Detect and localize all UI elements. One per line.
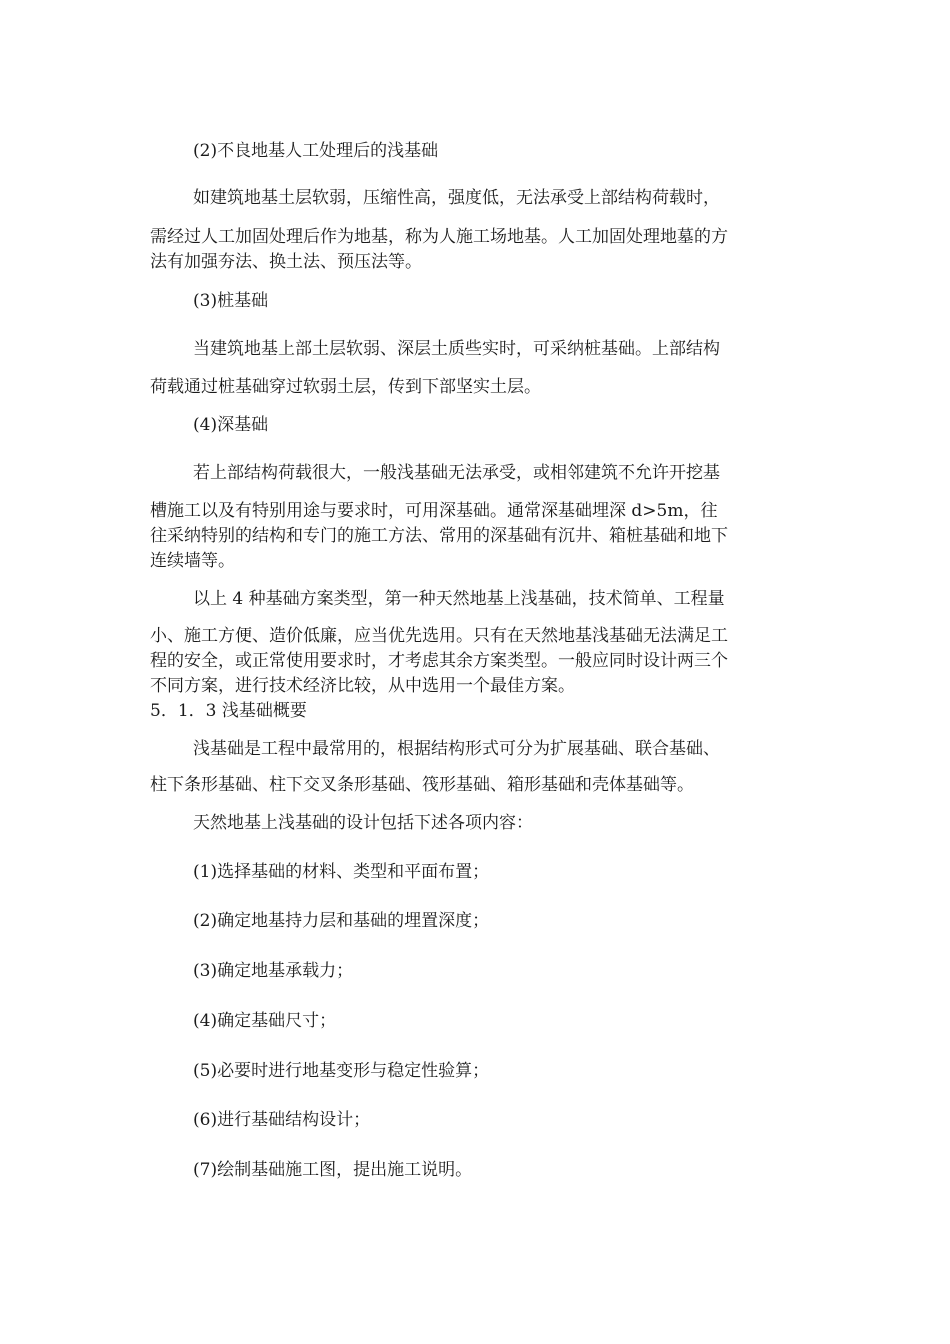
list-item: (2)确定地基持力层和基础的埋置深度； (193, 911, 490, 931)
section-heading: 5．1．3 浅基础概要 (150, 701, 307, 721)
paragraph-line: 当建筑地基上部土层软弱、深层土质些实时，可采纳桩基础。上部结构 (193, 339, 720, 359)
heading-deep-foundation: (4)深基础 (193, 415, 269, 435)
paragraph-line: 不同方案，进行技术经济比较，从中选用一个最佳方案。 (150, 676, 575, 696)
heading-pile-foundation: (3)桩基础 (193, 291, 269, 311)
heading-shallow-foundation-artificial: (2)不良地基人工处理后的浅基础 (193, 141, 439, 161)
paragraph-line: 浅基础是工程中最常用的，根据结构形式可分为扩展基础、联合基础、 (193, 739, 720, 759)
list-item: (3)确定地基承载力； (193, 961, 354, 981)
paragraph-line: 小、施工方便、造价低廉，应当优先选用。只有在天然地基浅基础无法满足工 (150, 626, 728, 646)
list-item: (5)必要时进行地基变形与稳定性验算； (193, 1061, 490, 1081)
paragraph-line: 荷载通过桩基础穿过软弱土层，传到下部坚实土层。 (150, 377, 541, 397)
paragraph-line: 如建筑地基土层软弱，压缩性高，强度低，无法承受上部结构荷载时， (193, 188, 720, 208)
paragraph-line: 槽施工以及有特别用途与要求时，可用深基础。通常深基础埋深 d>5m，往 (150, 501, 718, 521)
paragraph-line: 以上 4 种基础方案类型，第一种天然地基上浅基础，技术简单、工程量 (193, 589, 725, 609)
list-item: (6)进行基础结构设计； (193, 1110, 371, 1130)
paragraph-line: 天然地基上浅基础的设计包括下述各项内容： (193, 813, 533, 833)
paragraph-line: 程的安全，或正常使用要求时，才考虑其余方案类型。一般应同时设计两三个 (150, 651, 728, 671)
paragraph-line: 往采纳特别的结构和专门的施工方法、常用的深基础有沉井、箱桩基础和地下 (150, 526, 728, 546)
paragraph-line: 需经过人工加固处理后作为地基，称为人施工场地基。人工加固处理地墓的方 (150, 227, 728, 247)
list-item: (4)确定基础尺寸； (193, 1011, 337, 1031)
list-item: (7)绘制基础施工图，提出施工说明。 (193, 1160, 473, 1180)
paragraph-line: 连续墙等。 (150, 551, 235, 571)
list-item: (1)选择基础的材料、类型和平面布置； (193, 862, 490, 882)
paragraph-line: 若上部结构荷载很大，一般浅基础无法承受，或相邻建筑不允许开挖基 (193, 463, 720, 483)
paragraph-line: 柱下条形基础、柱下交叉条形基础、筏形基础、箱形基础和壳体基础等。 (150, 775, 694, 795)
paragraph-line: 法有加强夯法、换土法、预压法等。 (150, 252, 422, 272)
